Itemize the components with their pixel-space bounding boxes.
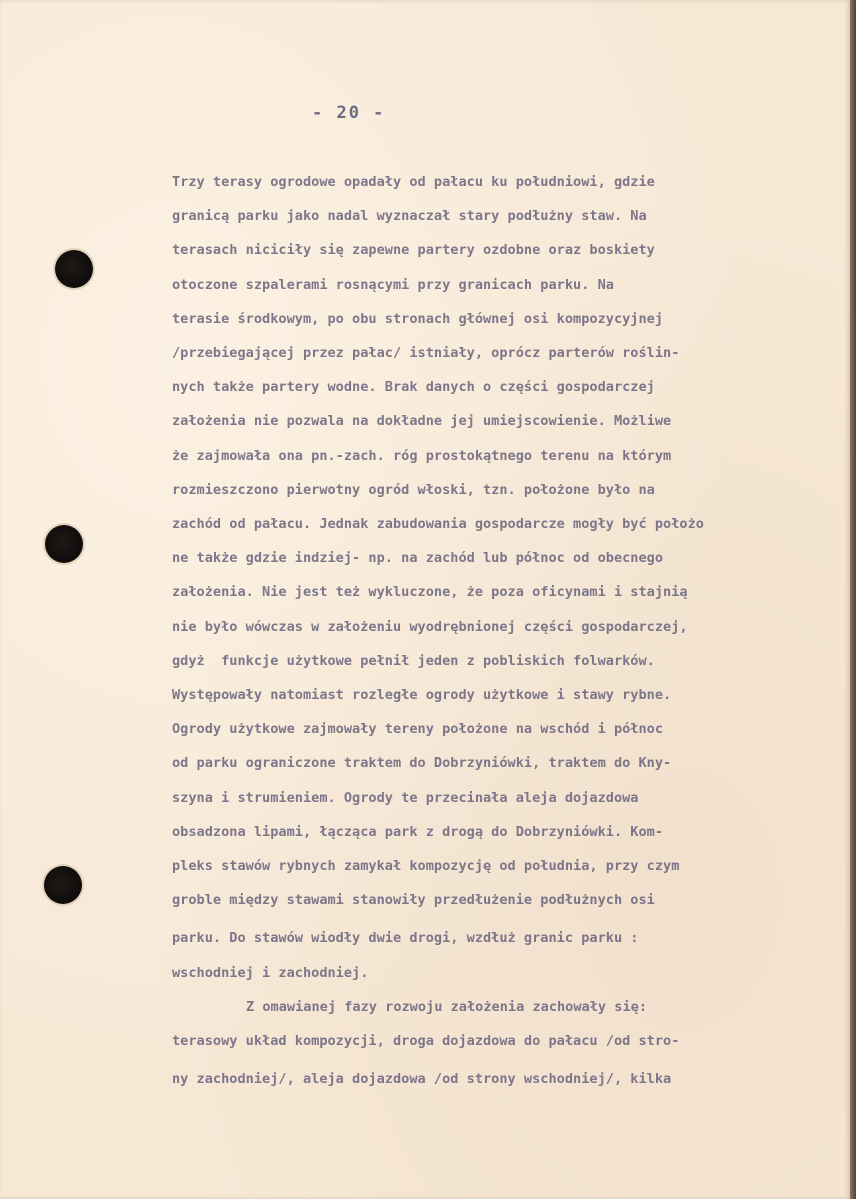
text-line: obsadzona lipami, łącząca park z drogą do Dobrzyniówki. Kom-: [172, 823, 664, 840]
page-number: - 20 -: [312, 103, 386, 123]
text-line: założenia nie pozwala na dokładne jej umiejscowienie. Możliwe: [172, 413, 672, 430]
text-line: nie było wówczas w założeniu wyodrębnionej części gospodarczej,: [172, 618, 688, 635]
punch-hole-top: [55, 250, 93, 288]
text-line: otoczone szpalerami rosnącymi przy granicach parku. Na: [172, 276, 614, 293]
text-line: szyna i strumieniem. Ogrody te przecinała aleja dojazdowa: [172, 789, 639, 806]
text-line: zachód od pałacu. Jednak zabudowania gospodarcze mogły być położo: [172, 516, 704, 533]
text-line: Trzy terasy ogrodowe opadały od pałacu ku południowi, gdzie: [172, 174, 655, 190]
text-line: granicą parku jako nadal wyznaczał stary podłużny staw. Na: [172, 208, 647, 225]
text-line: terasowy układ kompozycji, droga dojazdowa do pałacu /od stro-: [172, 1033, 680, 1050]
page-edge-shadow: [850, 0, 856, 1199]
text-line: terasach niciciły się zapewne partery ozdobne oraz boskiety: [172, 242, 655, 259]
text-line: od parku ograniczone traktem do Dobrzyniówki, traktem do Kny-: [172, 755, 672, 772]
body-text: [172, 165, 837, 1096]
text-line: ny zachodniej/, aleja dojazdowa /od strony wschodniej/, kilka: [172, 1071, 672, 1088]
text-line: gdyż funkcje użytkowe pełnił jeden z pobliskich folwarków.: [172, 652, 655, 669]
text-line: groble między stawami stanowiły przedłużenie podłużnych osi: [172, 892, 655, 909]
text-line: nych także partery wodne. Brak danych o części gospodarczej: [172, 379, 655, 396]
text-line: pleks stawów rybnych zamykał kompozycję od południa, przy czym: [172, 858, 680, 875]
text-line: wschodniej i zachodniej.: [172, 964, 369, 981]
text-line: parku. Do stawów wiodły dwie drogi, wzdłuż granic parku :: [172, 930, 639, 947]
punch-hole-bottom: [44, 866, 82, 904]
text-line: rozmieszczono pierwotny ogród włoski, tzn. położone było na: [172, 481, 655, 498]
text-line: ne także gdzie indziej- np. na zachód lub północ od obecnego: [172, 550, 664, 567]
punch-hole-middle: [45, 525, 83, 563]
text-line: /przebiegającej przez pałac/ istniały, oprócz parterów roślin-: [172, 345, 680, 362]
paragraph-first-line: Z omawianej fazy rozwoju założenia zachowały się:: [246, 998, 648, 1015]
text-line: terasie środkowym, po obu stronach głównej osi kompozycyjnej: [172, 310, 664, 327]
text-line: Ogrody użytkowe zajmowały tereny położone na wschód i północ: [172, 721, 664, 738]
text-line: założenia. Nie jest też wykluczone, że poza oficynami i stajnią: [172, 584, 688, 601]
text-line: że zajmowała ona pn.-zach. róg prostokątnego terenu na którym: [172, 447, 672, 464]
text-line: Występowały natomiast rozległe ogrody użytkowe i stawy rybne.: [172, 687, 672, 704]
